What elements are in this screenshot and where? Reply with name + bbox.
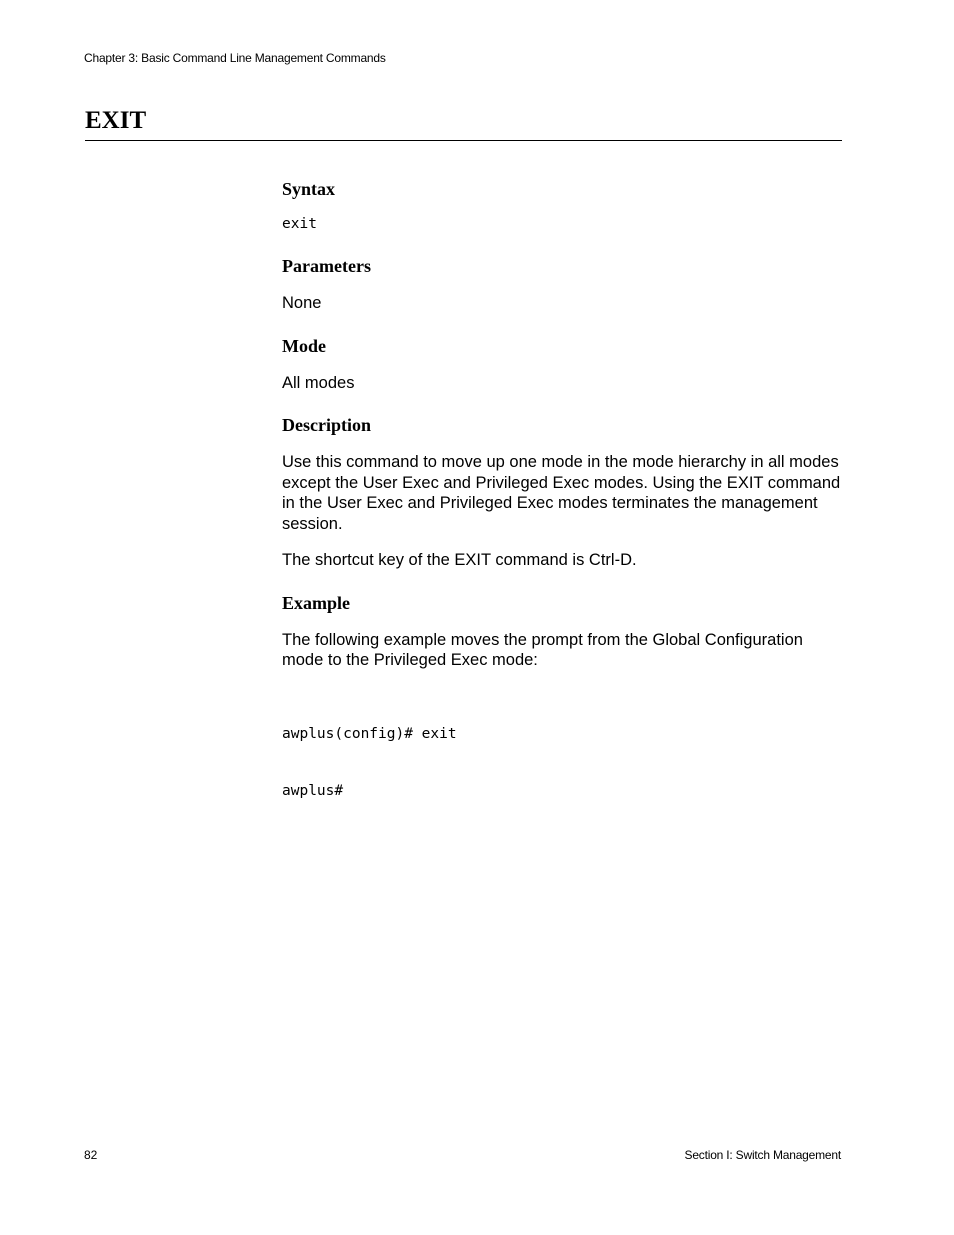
example-code-line-1: awplus(config)# exit (282, 725, 457, 742)
main-content (282, 178, 842, 839)
page-number: 82 (84, 1148, 98, 1162)
example-code-block (282, 687, 842, 839)
page-title: EXIT (85, 107, 147, 134)
description-paragraph-2: The shortcut key of the EXIT command is Ctrl-D. (282, 551, 637, 569)
running-footer-section: Section I: Switch Management (684, 1148, 841, 1162)
syntax-code: exit (282, 216, 317, 232)
syntax-heading: Syntax (282, 179, 336, 199)
example-heading: Example (282, 592, 351, 613)
mode-heading: Mode (282, 335, 326, 356)
description-heading: Description (282, 415, 371, 435)
parameters-heading: Parameters (282, 256, 371, 276)
mode-text: All modes (282, 373, 355, 392)
running-header: Chapter 3: Basic Command Line Management Commands (84, 51, 386, 65)
description-paragraph-1: Use this command to move up one mode in the mode hierarchy in all modes except the User Exec and Privileged Exec modes. Using the EXIT command in the User Exec and Privileged Exec modes terminates the management session. (282, 453, 841, 533)
example-text: The following example moves the prompt from the Global Configuration mode to the Privileged Exec mode: (282, 630, 803, 669)
example-code-line-2: awplus# (282, 782, 344, 799)
parameters-text: None (282, 294, 322, 312)
title-rule (85, 140, 842, 141)
